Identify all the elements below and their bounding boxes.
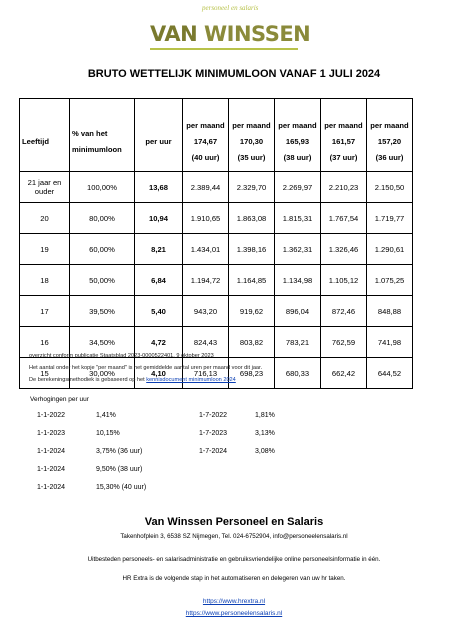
cell-age: 21 jaar en ouder [20, 172, 70, 203]
cell-per-uur: 5,40 [135, 296, 183, 327]
note-methodiek: De berekeningsmethodiek is gebaseerd op het kennisdocument minimumloon 2024 [29, 377, 236, 383]
header-col-37: per maand 161,57 (37 uur) [321, 99, 367, 172]
increase-date: 1-7-2022 [199, 412, 228, 419]
increase-date: 1-1-2024 [37, 484, 66, 491]
cell-percentage: 60,00% [70, 234, 135, 265]
kennisdocument-link[interactable]: kennisdocument minimumloon 2024 [146, 377, 236, 383]
cell-age: 17 [20, 296, 70, 327]
cell-per-maand: 783,21 [275, 327, 321, 358]
cell-per-uur: 6,84 [135, 265, 183, 296]
header-per-uur: per uur [135, 99, 183, 172]
logo-underline [150, 48, 298, 50]
header-leeftijd: Leeftijd [20, 99, 70, 172]
cell-per-maand: 943,20 [183, 296, 229, 327]
header-col-36: per maand 157,20 (36 uur) [367, 99, 413, 172]
table-header-row [20, 99, 413, 172]
cell-per-maand: 1.362,31 [275, 234, 321, 265]
increase-value: 3,13% [255, 430, 275, 437]
cell-per-maand: 1.194,72 [183, 265, 229, 296]
cell-per-maand: 662,42 [321, 358, 367, 389]
increase-date: 1-1-2022 [37, 412, 66, 419]
cell-per-maand: 1.326,46 [321, 234, 367, 265]
table-row [20, 265, 413, 296]
increase-value: 1,81% [255, 412, 275, 419]
cell-per-maand: 2.389,44 [183, 172, 229, 203]
header-percentage: % van het minimumloon [70, 99, 135, 172]
cell-percentage: 30,00% [70, 358, 135, 389]
table-row [20, 234, 413, 265]
increase-value: 1,41% [96, 412, 116, 419]
increase-date: 1-7-2023 [199, 430, 228, 437]
table-row [20, 358, 413, 389]
cell-per-maand: 1.767,54 [321, 203, 367, 234]
increase-date: 1-1-2023 [37, 430, 66, 437]
header-col-40: per maand 174,67 (40 uur) [183, 99, 229, 172]
cell-per-maand: 741,98 [367, 327, 413, 358]
cell-age: 18 [20, 265, 70, 296]
increase-value: 3,75% (36 uur) [96, 448, 143, 455]
personeelensalaris-link[interactable]: https://www.personeelensalaris.nl [185, 610, 283, 617]
cell-per-uur: 10,94 [135, 203, 183, 234]
increase-date: 1-1-2024 [37, 448, 66, 455]
cell-per-maand: 803,82 [229, 327, 275, 358]
minimum-wage-table [19, 98, 413, 389]
cell-per-maand: 1.290,61 [367, 234, 413, 265]
increases-title: Verhogingen per uur [30, 396, 89, 403]
cell-per-maand: 2.210,23 [321, 172, 367, 203]
cell-per-maand: 680,33 [275, 358, 321, 389]
company-logo [150, 4, 311, 50]
logo-wordmark: VAN WINSSEN [150, 22, 311, 46]
logo-tagline: personeel en salaris [202, 4, 259, 12]
cell-percentage: 39,50% [70, 296, 135, 327]
cell-per-maand: 872,46 [321, 296, 367, 327]
cell-percentage: 50,00% [70, 265, 135, 296]
cell-per-maand: 896,04 [275, 296, 321, 327]
cell-per-maand: 1.719,77 [367, 203, 413, 234]
cell-per-maand: 698,23 [229, 358, 275, 389]
promo-text-1: Uitbesteden personeels- en salarisadministratie en gebruiksvriendelijke online personeelsinformatie in één. [87, 556, 381, 563]
cell-per-maand: 1.398,16 [229, 234, 275, 265]
cell-per-maand: 848,88 [367, 296, 413, 327]
cell-percentage: 100,00% [70, 172, 135, 203]
cell-per-maand: 1.105,12 [321, 265, 367, 296]
cell-per-uur: 8,21 [135, 234, 183, 265]
cell-per-maand: 1.134,98 [275, 265, 321, 296]
cell-per-maand: 716,13 [183, 358, 229, 389]
header-col-38: per maand 165,93 (38 uur) [275, 99, 321, 172]
increase-date: 1-1-2024 [37, 466, 66, 473]
page-title: BRUTO WETTELIJK MINIMUMLOON VANAF 1 JULI 2024 [87, 68, 381, 80]
increase-value: 10,15% [96, 430, 120, 437]
cell-per-maand: 644,52 [367, 358, 413, 389]
cell-per-maand: 1.434,01 [183, 234, 229, 265]
company-address: Takenhofplein 3, 6538 SZ Nijmegen, Tel. 024-6752904, info@personeelensalaris.nl [120, 533, 348, 540]
cell-per-maand: 1.863,08 [229, 203, 275, 234]
cell-percentage: 34,50% [70, 327, 135, 358]
cell-per-maand: 824,43 [183, 327, 229, 358]
increase-value: 3,08% [255, 448, 275, 455]
note-per-maand: Het aantal onder het kopje "per maand" is het gemiddelde aantal uren per maand voor dit jaar. [29, 365, 263, 371]
increase-value: 15,30% (40 uur) [96, 484, 147, 491]
cell-age: 19 [20, 234, 70, 265]
increase-value: 9,50% (38 uur) [96, 466, 143, 473]
table-row [20, 203, 413, 234]
cell-per-maand: 1.910,65 [183, 203, 229, 234]
cell-per-uur: 13,68 [135, 172, 183, 203]
cell-age: 20 [20, 203, 70, 234]
cell-age: 15 [20, 358, 70, 389]
table-row [20, 296, 413, 327]
cell-per-uur: 4,72 [135, 327, 183, 358]
note-staatsblad: overzicht conform publicatie Staatsblad 2023-0000522401, 9 oktober 2023 [29, 353, 214, 359]
cell-per-maand: 2.150,50 [367, 172, 413, 203]
cell-per-maand: 919,62 [229, 296, 275, 327]
cell-percentage: 80,00% [70, 203, 135, 234]
cell-per-maand: 1.075,25 [367, 265, 413, 296]
company-name: Van Winssen Personeel en Salaris [144, 516, 324, 528]
cell-per-uur: 4,10 [135, 358, 183, 389]
table-row [20, 172, 413, 203]
cell-per-maand: 2.329,70 [229, 172, 275, 203]
cell-per-maand: 2.269,97 [275, 172, 321, 203]
cell-per-maand: 1.164,85 [229, 265, 275, 296]
cell-per-maand: 1.815,31 [275, 203, 321, 234]
cell-per-maand: 762,59 [321, 327, 367, 358]
cell-age: 16 [20, 327, 70, 358]
hrextra-link[interactable]: https://www.hrextra.nl [202, 598, 266, 605]
increase-date: 1-7-2024 [199, 448, 228, 455]
header-col-35: per maand 170,30 (35 uur) [229, 99, 275, 172]
promo-text-2: HR Extra is de volgende stap in het automatiseren en delegeren van uw hr taken. [122, 575, 346, 582]
